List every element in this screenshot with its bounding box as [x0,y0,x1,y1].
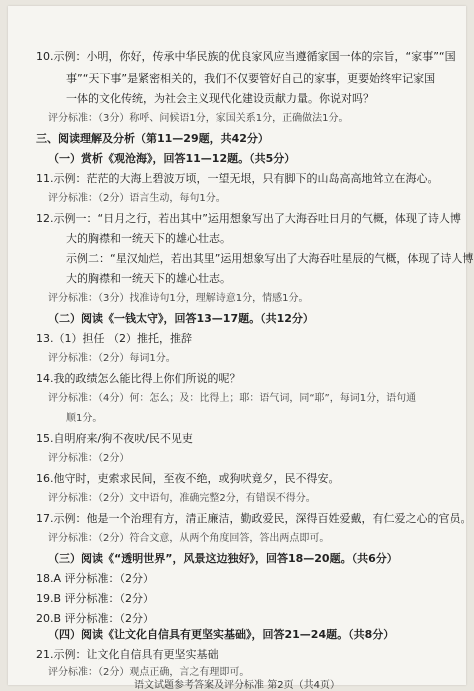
text-line: 大的胸襟和一统天下的雄心壮志。 [66,232,231,245]
text-line: 示例二：“星汉灿烂，若出其里”运用想象写出了大海吞吐星辰的气概，体现了诗人博 [66,252,474,265]
text-line: 17.示例：他是一个治理有方，清正廉洁，勤政爱民，深得百姓爱戴，有仁爱之心的官员。 [36,512,472,525]
text-line: （三）阅读《“透明世界”，风景这边独好》，回答18—20题。（共6分） [48,552,398,565]
text-line: 评分标准：（3分）称呼、问候语1分，家国关系1分，正确做法1分。 [48,113,349,124]
text-line: 10.示例：小明，你好，传承中华民族的优良家风应当遵循家国一体的宗旨，“家事”“国 [36,50,456,63]
text-line: 评分标准：（3分）找准诗句1分，理解诗意1分，情感1分。 [48,293,309,304]
text-line: 事”“天下事”是紧密相关的，我们不仅要管好自己的家事，更要始终牢记家国 [66,72,436,85]
text-line: 15.自明府来/狗不夜吠/民不见吏 [36,432,193,445]
text-line: 评分标准：（2分）符合文意，从两个角度回答，答出两点即可。 [48,533,330,544]
text-line: 16.他守时，吏索求民间，至夜不绝，或狗吠竟夕，民不得安。 [36,472,340,485]
text-line: 顺1分。 [66,413,103,424]
text-line: 21.示例：让文化自信具有更坚实基础 [36,648,219,661]
text-line: 评分标准：（2分）语言生动，每句1分。 [48,193,226,204]
text-line: 18.A 评分标准：（2分） [36,572,155,585]
text-line: 评分标准：（2分）文中语句，准确完整2分，有错误不得分。 [48,493,316,504]
text-line: 评分标准：（2分） [48,453,130,464]
text-line: 11.示例：茫茫的大海上碧波万顷，一望无垠，只有脚下的山岛高高地耸立在海心。 [36,172,439,185]
text-line: 评分标准：（4分）何：怎么；及：比得上；耶：语气词，同“耶”，每词1分，语句通 [48,393,417,404]
text-line: （四）阅读《让文化自信具有更坚实基础》，回答21—24题。（共8分） [48,628,395,641]
text-line: （一）赏析《观沧海》，回答11—12题。（共5分） [48,152,296,165]
text-line: 14.我的政绩怎么能比得上你们所说的呢？ [36,372,241,385]
text-line: 大的胸襟和一统天下的雄心壮志。 [66,272,231,285]
text-line: 评分标准：（2分）每词1分。 [48,353,176,364]
page-footer: 语文试题参考答案及评分标准 第2页（共4页） [134,680,340,691]
document-page [8,6,474,685]
text-line: 13.（1）担任 （2）推托，推辞 [36,332,192,345]
text-line: 20.B 评分标准：（2分） [36,612,155,625]
text-line: 19.B 评分标准：（2分） [36,592,155,605]
text-line: 12.示例一：“日月之行，若出其中”运用想象写出了大海吞吐日月的气概，体现了诗人博 [36,212,461,225]
text-line: （二）阅读《一钱太守》，回答13—17题。（共12分） [48,312,314,325]
text-line: 三、阅读理解及分析（第11—29题，共42分） [36,132,269,145]
text-line: 一体的文化传统，为社会主义现代化建设贡献力量。你说对吗？ [66,92,374,105]
text-line: 评分标准：（2分）观点正确，言之有理即可。 [48,667,250,678]
